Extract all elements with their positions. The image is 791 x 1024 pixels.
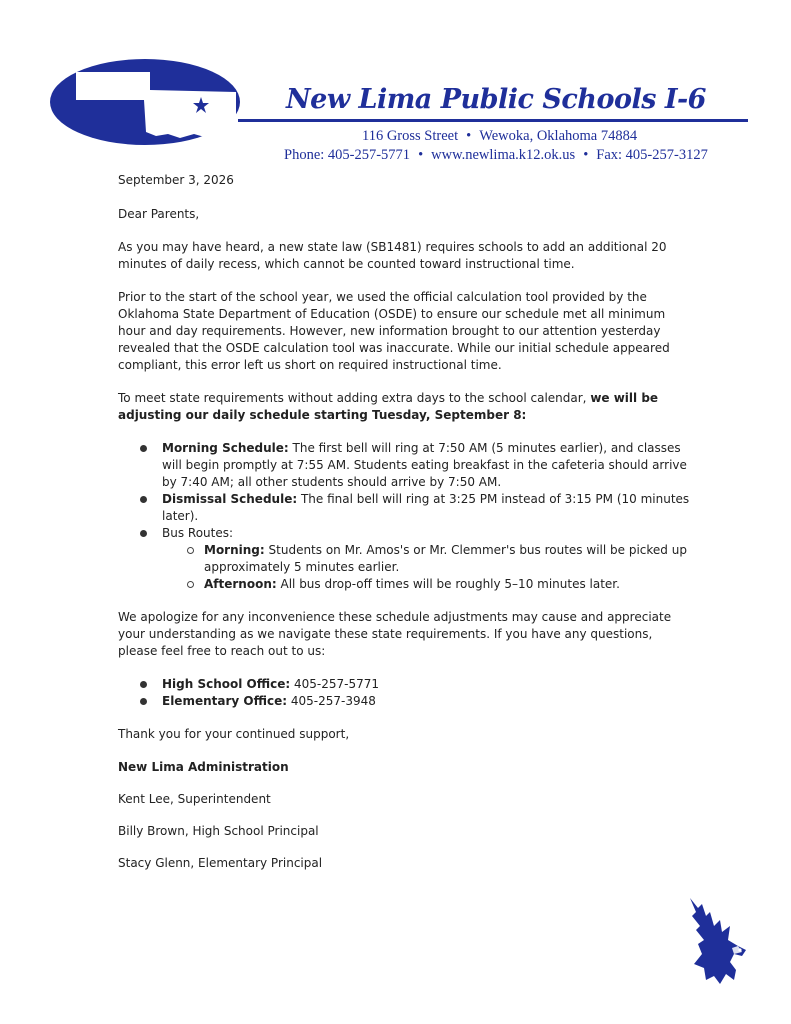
list-item-bus-morning <box>204 542 690 576</box>
letterhead-rule <box>238 119 748 122</box>
letter-date: September 3, 2026 <box>118 173 234 187</box>
closing-line: Thank you for your continued support, <box>118 727 350 741</box>
signer-hs-principal: Billy Brown, High School Principal <box>118 824 319 838</box>
bus-routes-list <box>162 542 690 593</box>
bullet-separator: • <box>583 147 589 163</box>
list-item-elem-office <box>162 693 690 710</box>
phone-number: Phone: 405-257-5771 <box>284 147 411 163</box>
morning-schedule-label: Morning Schedule: <box>162 441 289 455</box>
morning-schedule-text: The first bell will ring at 7:50 AM (5 minutes earlier), and classes will begin promptly at 7:55 AM. Students eating breakfast in the cafeteria should arrive by 7:40 AM; all other students should arrive by 7:50 AM. <box>162 441 687 489</box>
hs-office-phone: 405-257-5771 <box>290 677 380 691</box>
bus-afternoon-label: Afternoon: <box>204 577 277 591</box>
letterhead <box>0 0 791 170</box>
elem-office-phone: 405-257-3948 <box>287 694 376 708</box>
paragraph-apology: We apologize for any inconvenience these schedule adjustments may cause and appreciate your understanding as we navigate these state requirements. If you have any questions, please feel free to reach out to us: <box>118 610 672 658</box>
list-item-bus-routes <box>162 525 690 593</box>
bus-morning-text: Students on Mr. Amos's or Mr. Clemmer's bus routes will be picked up approximately 5 minutes earlier. <box>204 543 687 574</box>
fax-number: Fax: 405-257-3127 <box>596 147 708 163</box>
list-item-morning-schedule <box>162 440 690 491</box>
letter-body <box>118 172 690 887</box>
dismissal-schedule-label: Dismissal Schedule: <box>162 492 298 506</box>
address-line <box>362 128 637 145</box>
signer-elem-principal: Stacy Glenn, Elementary Principal <box>118 856 323 870</box>
paragraph-sb1481: As you may have heard, a new state law (SB1481) requires schools to add an additional 20 minutes of daily recess, which cannot be counted toward instructional time. <box>118 240 667 271</box>
salutation: Dear Parents, <box>118 207 200 221</box>
schedule-intro-text: To meet state requirements without adding extra days to the school calendar, <box>118 391 591 405</box>
bus-routes-label: Bus Routes: <box>162 526 234 540</box>
bullet-separator: • <box>418 147 424 163</box>
schedule-intro-bold: we will be adjusting our daily schedule starting Tuesday, September 8: <box>118 391 659 422</box>
hs-office-label: High School Office: <box>162 677 291 691</box>
website-link[interactable]: www.newlima.k12.ok.us <box>431 147 576 163</box>
signature-organization: New Lima Administration <box>118 760 289 774</box>
schedule-list <box>118 440 690 593</box>
signer-superintendent: Kent Lee, Superintendent <box>118 792 271 806</box>
city-state-zip: Wewoka, Oklahoma 74884 <box>479 128 638 144</box>
list-item-bus-afternoon <box>204 576 690 593</box>
paragraph-osde: Prior to the start of the school year, we used the official calculation tool provided by the Oklahoma State Department of Education (OSDE) to ensure our schedule met all minimum hour and day requirements. However, new information brought to our attention yesterday revealed that the OSDE calculation tool was inaccurate. While our initial schedule appeared compliant, this error left us short on required instructional time. <box>118 290 670 372</box>
list-item-dismissal-schedule <box>162 491 690 525</box>
bus-morning-label: Morning: <box>204 543 265 557</box>
oklahoma-logo-icon <box>48 58 243 148</box>
dismissal-schedule-text: The final bell will ring at 3:25 PM instead of 3:15 PM (10 minutes later). <box>162 492 690 523</box>
contact-line <box>284 147 708 164</box>
bullet-separator: • <box>466 128 472 144</box>
street-address: 116 Gross Street <box>362 128 459 144</box>
list-item-hs-office <box>162 676 690 693</box>
contact-list <box>118 676 690 710</box>
eagle-mascot-icon <box>684 896 750 988</box>
school-name: New Lima Public Schools I-6 <box>286 84 706 115</box>
paragraph-schedule-intro <box>118 390 690 424</box>
bus-afternoon-text: All bus drop-off times will be roughly 5–10 minutes later. <box>276 577 620 591</box>
elem-office-label: Elementary Office: <box>162 694 288 708</box>
